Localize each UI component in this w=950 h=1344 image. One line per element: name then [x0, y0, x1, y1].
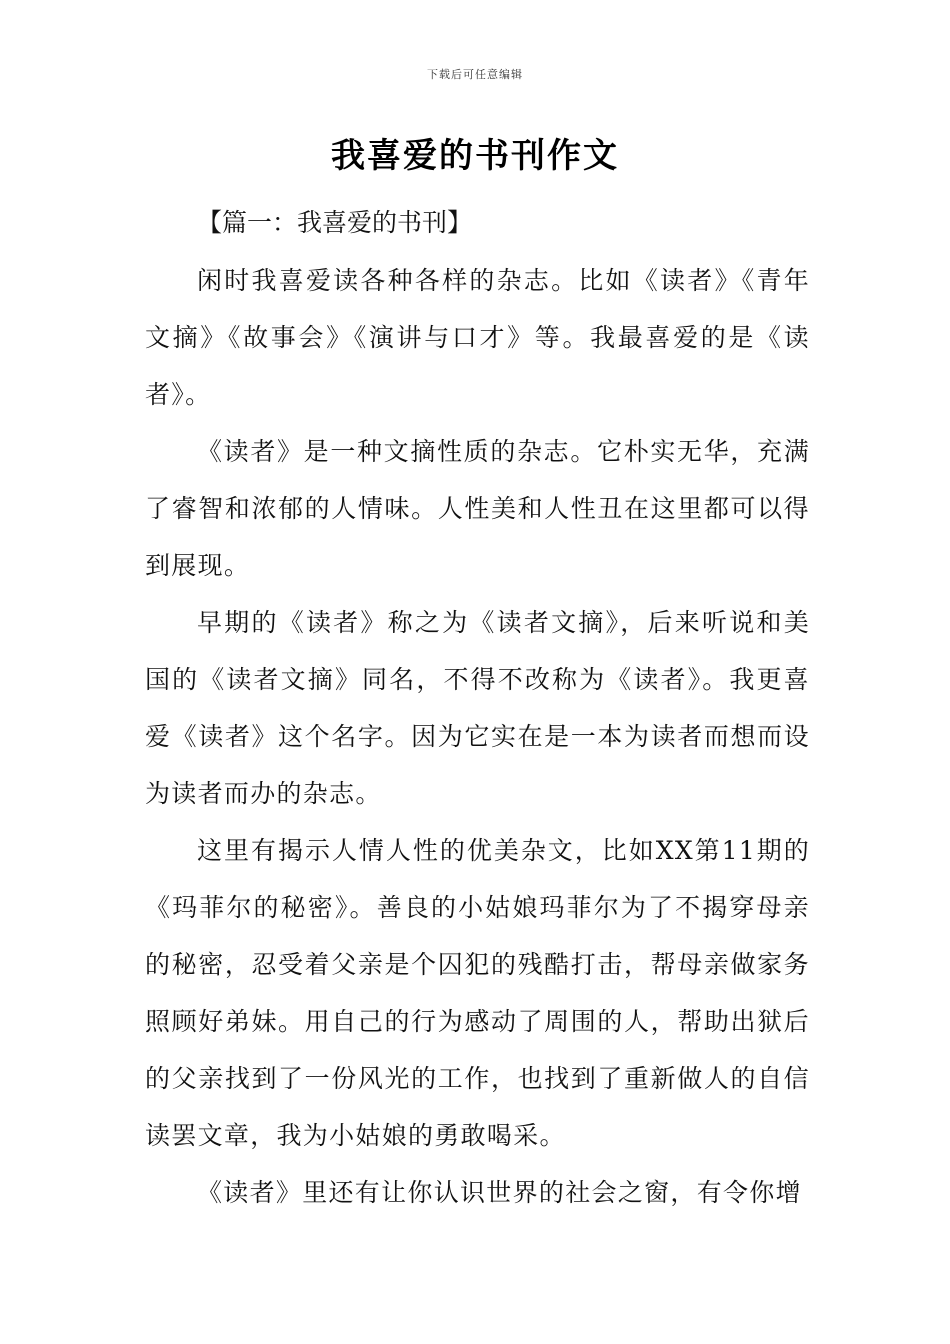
paragraph-2: 《读者》是一种文摘性质的杂志。它朴实无华，充满了睿智和浓郁的人情味。人性美和人性丑在这里都可以得到展现。: [145, 437, 810, 580]
paragraph-1: 闲时我喜爱读各种各样的杂志。比如《读者》《青年文摘》《故事会》《演讲与口才》等。我最喜爱的是《读者》。: [145, 266, 810, 409]
section-heading: 【篇一：我喜爱的书刊】: [197, 208, 473, 237]
document-title: 我喜爱的书刊作文: [331, 136, 619, 176]
document-body: [145, 194, 810, 1221]
header-note: 下载后可任意编辑: [427, 68, 523, 81]
paragraph-4: 这里有揭示人情人性的优美杂文，比如XX第11期的《玛菲尔的秘密》。善良的小姑娘玛菲尔为了不揭穿母亲的秘密，忍受着父亲是个囚犯的残酷打击，帮母亲做家务照顾好弟妹。用自己的行为感动了周围的人，帮助出狱后的父亲找到了一份风光的工作，也找到了重新做人的自信读罢文章，我为小姑娘的勇敢喝采。: [145, 836, 810, 1150]
paragraph-5: 《读者》里还有让你认识世界的社会之窗，有令你增: [197, 1178, 802, 1207]
paragraph-3: 早期的《读者》称之为《读者文摘》，后来听说和美国的《读者文摘》同名，不得不改称为《读者》。我更喜爱《读者》这个名字。因为它实在是一本为读者而想而设为读者而办的杂志。: [145, 608, 810, 808]
